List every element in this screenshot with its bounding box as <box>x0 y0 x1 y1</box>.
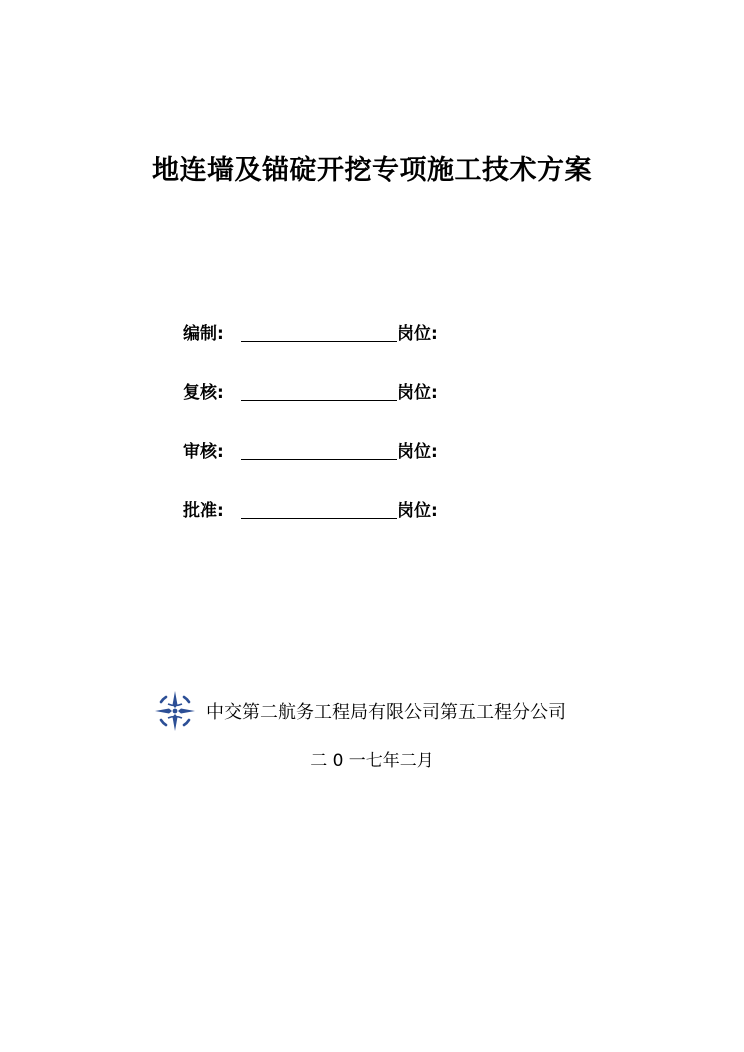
document-date: 二 0 一七年二月 <box>310 751 434 771</box>
review-post-label: 岗位: <box>397 383 438 403</box>
signature-row-audit <box>183 436 438 462</box>
signature-row-compile <box>183 318 438 344</box>
review-label: 复核: <box>183 383 224 403</box>
compile-post-label: 岗位: <box>397 324 438 344</box>
document-title: 地连墙及锚碇开挖专项施工技术方案 <box>152 155 592 186</box>
cccc-logo-icon <box>152 688 198 734</box>
company-name: 中交第二航务工程局有限公司第五工程分公司 <box>206 702 566 723</box>
approve-signature-line <box>241 498 397 519</box>
company-block <box>152 688 566 734</box>
compile-signature-line <box>241 321 397 342</box>
signature-row-approve <box>183 495 438 521</box>
approve-label: 批准: <box>183 501 224 521</box>
compile-label: 编制: <box>183 324 224 344</box>
audit-post-label: 岗位: <box>397 442 438 462</box>
approve-post-label: 岗位: <box>397 501 438 521</box>
audit-signature-line <box>241 439 397 460</box>
signature-row-review <box>183 377 438 403</box>
audit-label: 审核: <box>183 442 224 462</box>
review-signature-line <box>241 380 397 401</box>
